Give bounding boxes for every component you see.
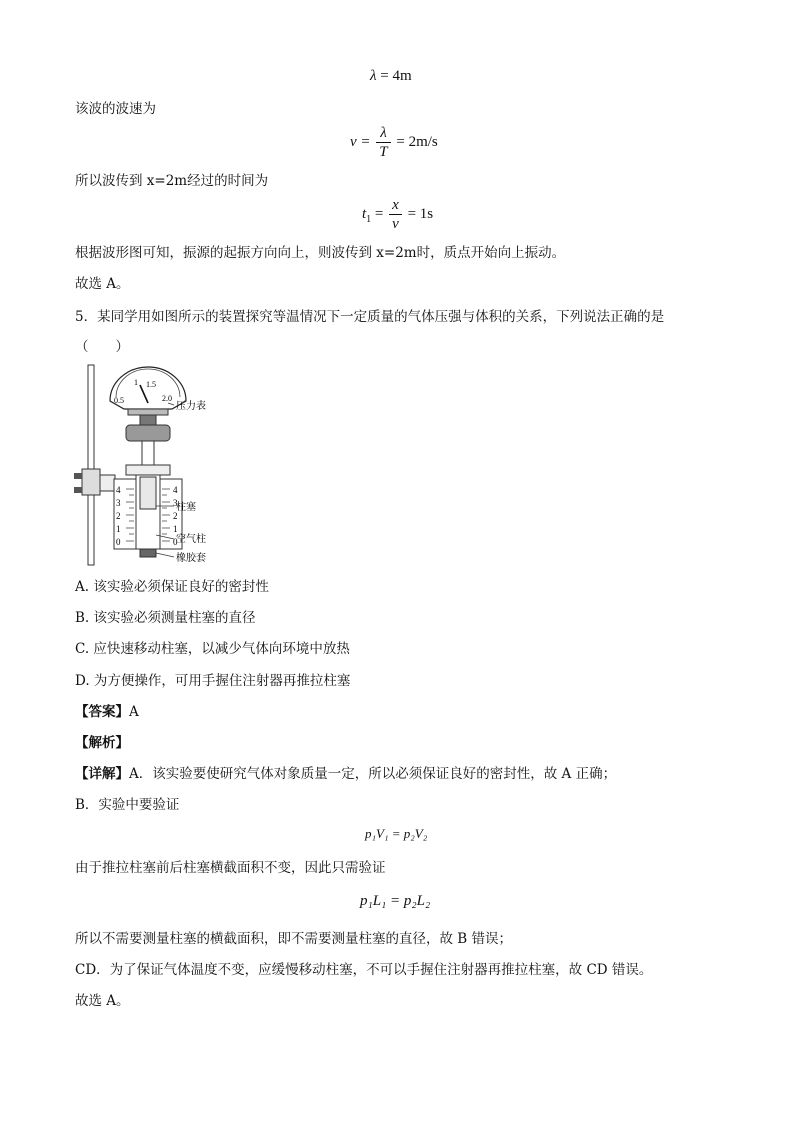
eq-t1-rhs: = 1s bbox=[407, 205, 434, 222]
scale-right-1: 1 bbox=[173, 524, 178, 534]
option-c: C. 应快速移动柱塞，以减少气体向环境中放热 bbox=[75, 641, 350, 657]
detail-tag: 【详解】 bbox=[75, 766, 129, 782]
clamp-screw-bottom bbox=[74, 487, 82, 493]
connector-nut bbox=[126, 425, 170, 441]
clamp bbox=[82, 469, 100, 495]
equation-pl: p₁L₁ = p₂L₂ bbox=[360, 893, 431, 909]
analysis-tag: 【解析】 bbox=[75, 735, 129, 751]
option-a: A. 该实验必须保证良好的密封性 bbox=[75, 579, 269, 595]
scale-right-4: 4 bbox=[173, 485, 178, 495]
detail-cd-text: CD．为了保证气体温度不变，应缓慢移动柱塞，不可以手握住注射器再推拉柱塞，故 CD 错误。 bbox=[75, 962, 653, 978]
question-stem: 5．某同学用如图所示的装置探究等温情况下一定质量的气体压强与体积的关系，下列说法正确的是 bbox=[75, 309, 665, 325]
wave-speed-intro: 该波的波速为 bbox=[75, 101, 156, 117]
plunger-rod-top bbox=[142, 441, 154, 465]
scale-left-3: 3 bbox=[116, 498, 121, 508]
option-b: B. 该实验必须测量柱塞的直径 bbox=[75, 610, 256, 626]
eq-t1-sub: 1 bbox=[366, 213, 372, 225]
eq-v-fraction bbox=[376, 124, 390, 161]
eq-v-numerator: λ bbox=[376, 124, 390, 143]
connector-neck bbox=[140, 415, 156, 425]
lambda-symbol: λ bbox=[370, 68, 377, 84]
question-paren: （ ） bbox=[75, 339, 129, 355]
scale-right-2: 2 bbox=[173, 511, 178, 521]
scale-right-0: 0 bbox=[173, 537, 178, 547]
detail-b-intro: B．实验中要验证 bbox=[75, 797, 180, 813]
eq-t1-var: t bbox=[362, 205, 367, 222]
apparatus-figure bbox=[70, 363, 250, 568]
eq-t1-equals: = bbox=[374, 205, 384, 222]
plunger-inner bbox=[140, 477, 156, 509]
dial-tick-3: 2.0 bbox=[162, 394, 172, 403]
answer-value: A bbox=[129, 704, 139, 720]
scale-right-3: 3 bbox=[173, 498, 178, 508]
leader-rubber bbox=[156, 553, 174, 557]
equation-wave-speed bbox=[350, 124, 438, 161]
conclusion-prev: 根据波形图可知，振源的起振方向向上，则波传到 x=2m时，质点开始向上振动。 bbox=[75, 245, 566, 261]
eq-v-denominator: T bbox=[379, 144, 388, 160]
label-gauge: 压力表 bbox=[176, 401, 206, 412]
detail-choose: 故选 A。 bbox=[75, 993, 130, 1009]
clamp-arm bbox=[100, 475, 115, 491]
barrel-flange bbox=[126, 465, 170, 475]
scale-left-1: 1 bbox=[116, 524, 121, 534]
equation-pv: p₁V₁ = p₂V₂ bbox=[365, 826, 428, 841]
answer-tag: 【答案】 bbox=[75, 704, 129, 720]
gauge-base bbox=[128, 409, 168, 415]
detail-a-text: A．该实验要使研究气体对象质量一定，所以必须保证良好的密封性，故 A 正确； bbox=[129, 766, 617, 782]
scale-left-4: 4 bbox=[116, 485, 121, 495]
eq-t1-numerator: x bbox=[389, 196, 402, 215]
clamp-screw-top bbox=[74, 473, 82, 479]
label-air-column: 空气柱 bbox=[176, 534, 206, 545]
eq-v-rhs: = 2m/s bbox=[396, 133, 438, 150]
scale-left-2: 2 bbox=[116, 511, 121, 521]
answer-line bbox=[75, 702, 139, 722]
detail-a-line bbox=[75, 764, 616, 784]
dial-tick-0: 0.5 bbox=[114, 396, 124, 405]
choose-prev: 故选 A。 bbox=[75, 276, 130, 292]
label-rubber-cap: 橡胶套 bbox=[176, 553, 206, 564]
label-plunger: 柱塞 bbox=[176, 502, 196, 513]
stand-rod bbox=[88, 365, 94, 565]
detail-b-end: 所以不需要测量柱塞的横截面积，即不需要测量柱塞的直径，故 B 错误； bbox=[75, 931, 513, 947]
eq-t1-denominator: v bbox=[392, 216, 399, 232]
dial-tick-2: 1.5 bbox=[146, 380, 156, 389]
equation-time bbox=[362, 196, 433, 233]
time-intro: 所以波传到 x=2m经过的时间为 bbox=[75, 173, 269, 189]
eq-t1-fraction bbox=[389, 196, 402, 233]
eq-v-lhs: v = bbox=[350, 133, 371, 150]
scale-left-0: 0 bbox=[116, 537, 121, 547]
option-d: D. 为方便操作，可用手握住注射器再推拉柱塞 bbox=[75, 673, 351, 689]
dial-tick-1: 1 bbox=[134, 378, 138, 387]
rubber-cap bbox=[140, 549, 156, 557]
detail-b-mid: 由于推拉柱塞前后柱塞横截面积不变，因此只需验证 bbox=[75, 860, 386, 876]
wavelength-value: = 4m bbox=[380, 68, 412, 84]
equation-wavelength bbox=[370, 68, 412, 85]
